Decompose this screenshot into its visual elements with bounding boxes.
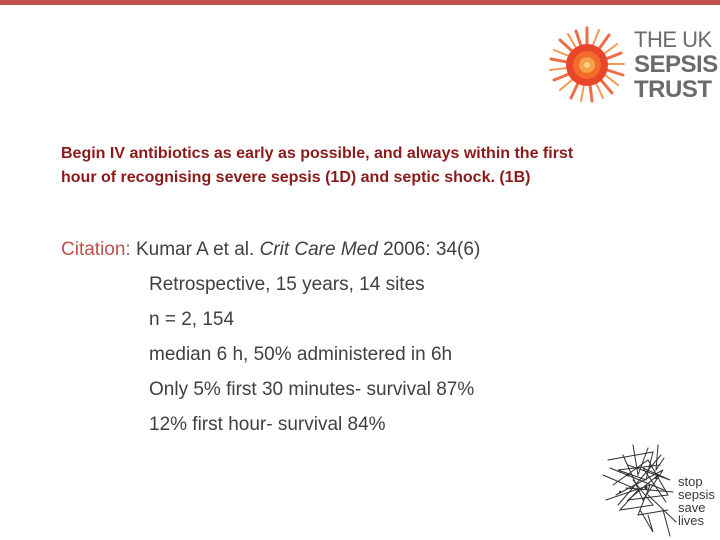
citation-block [61,232,681,442]
citation-detail-line: Retrospective, 15 years, 14 sites [149,274,425,295]
logo-line-trust: TRUST [634,76,712,103]
stamp-words [678,475,715,527]
sunburst-logo-icon [545,25,631,105]
logo-wordmark [634,29,718,102]
logo-line-the-uk: THE UK [634,27,712,52]
top-accent-rule [0,0,720,5]
citation-detail-line: Only 5% first 30 minutes- survival 87% [149,379,475,400]
stamp-word-stop: stop [678,474,703,489]
stop-sepsis-stamp [598,440,720,540]
logo-line-sepsis: SEPSIS [634,51,718,78]
recommendation-headline [61,142,661,190]
citation-authors: Kumar A et al. [135,239,255,260]
citation-detail-line: 12% first hour- survival 84% [149,414,386,435]
citation-header-row [61,232,681,267]
citation-journal: Crit Care Med [259,239,378,260]
stamp-word-sepsis: sepsis [678,487,715,502]
headline-line-2: hour of recognising severe sepsis (1D) and septic shock. (1B) [61,169,531,186]
citation-detail-line: n = 2, 154 [149,309,235,330]
citation-details: 2006: 34(6) [383,239,481,260]
stamp-word-lives: lives [678,513,705,528]
uk-sepsis-trust-logo [545,25,720,105]
stamp-word-save: save [678,500,706,515]
headline-line-1: Begin IV antibiotics as early as possible, and always within the first [61,145,574,162]
citation-label: Citation: [61,239,131,260]
citation-detail-line: median 6 h, 50% administered in 6h [149,344,453,365]
